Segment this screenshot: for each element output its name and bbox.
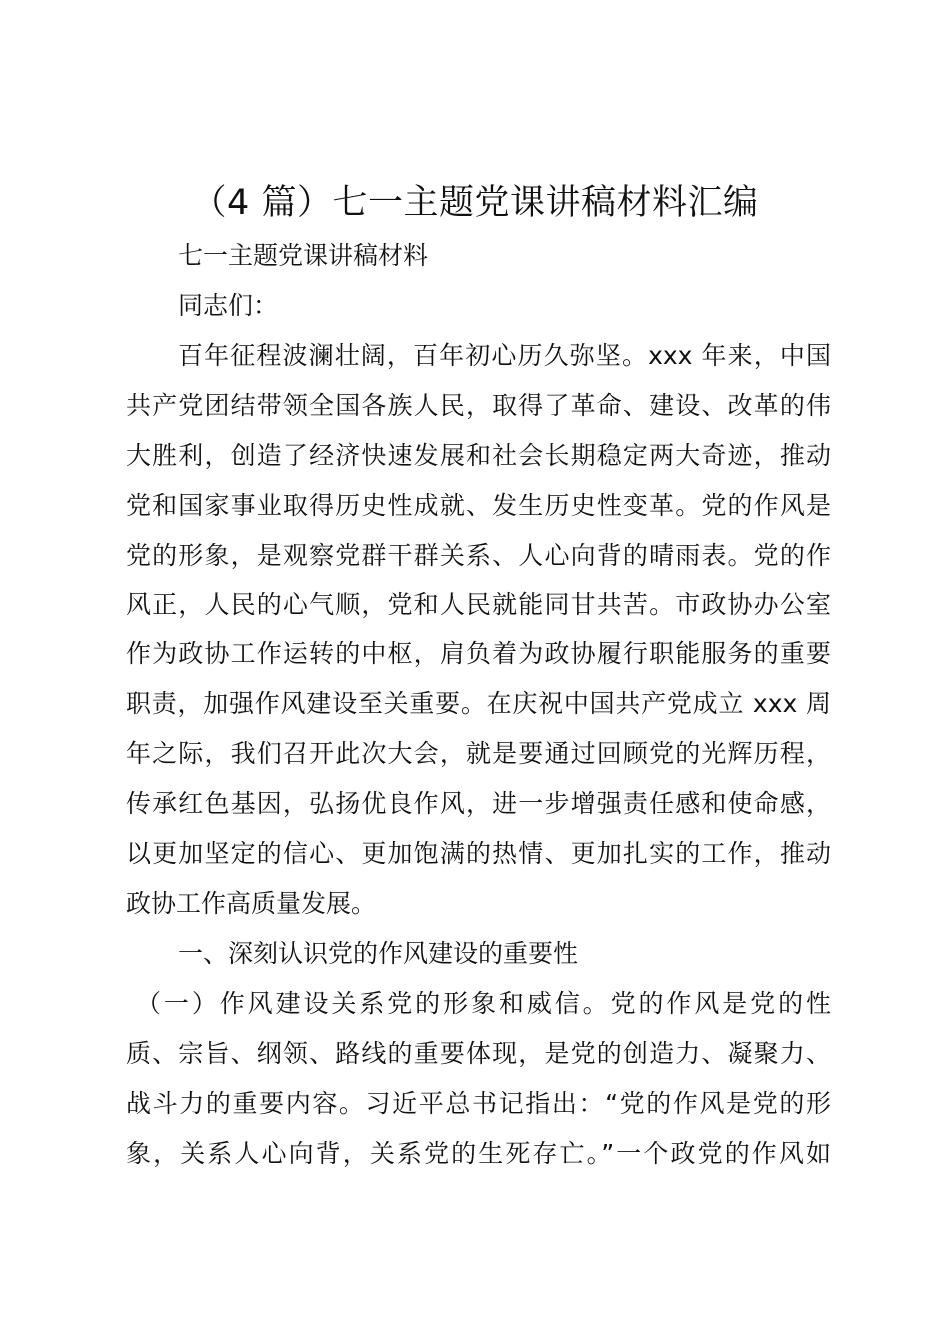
- paragraph-line: 作为政协工作运转的中枢，肩负着为政协履行职能服务的重要: [126, 639, 831, 668]
- document-title: （4 篇）七一主题党课讲稿材料汇编: [191, 183, 759, 223]
- paragraph-line: （一）作风建设关系党的形象和威信。党的作风是党的性: [136, 989, 831, 1018]
- paragraph-line: 大胜利，创造了经济快速发展和社会长期稳定两大奇迹，推动: [126, 441, 831, 470]
- paragraph-line: 政协工作高质量发展。: [126, 889, 377, 918]
- section-heading: 一、深刻认识党的作风建设的重要性: [178, 939, 579, 968]
- paragraph-line: 以更加坚定的信心、更加饱满的热情、更加扎实的工作，推动: [126, 839, 831, 868]
- paragraph-line: 质、宗旨、纲领、路线的重要体现，是党的创造力、凝聚力、: [126, 1039, 831, 1068]
- paragraph-line: 党和国家事业取得历史性成就、发生历史性变革。党的作风是: [126, 491, 831, 520]
- paragraph-line: 百年征程波澜壮阔，百年初心历久弥坚。xxx 年来，中国: [178, 341, 831, 370]
- paragraph-line: 党的形象，是观察党群干群关系、人心向背的晴雨表。党的作: [126, 541, 831, 570]
- paragraph-line: 风正，人民的心气顺，党和人民就能同甘共苦。市政协办公室: [126, 590, 831, 619]
- document-subtitle: 七一主题党课讲稿材料: [178, 241, 429, 270]
- paragraph-line: 共产党团结带领全国各族人民，取得了革命、建设、改革的伟: [126, 391, 831, 420]
- paragraph-line: 战斗力的重要内容。习近平总书记指出：“党的作风是党的形: [126, 1089, 831, 1118]
- paragraph-line: 传承红色基因，弘扬优良作风，进一步增强责任感和使命感，: [126, 789, 831, 818]
- paragraph-line: 象，关系人心向背，关系党的生死存亡。”一个政党的作风如: [126, 1139, 831, 1168]
- salutation: 同志们：: [178, 291, 279, 320]
- paragraph-line: 年之际，我们召开此次大会，就是要通过回顾党的光辉历程，: [126, 739, 831, 768]
- paragraph-line: 职责，加强作风建设至关重要。在庆祝中国共产党成立 xxx 周: [126, 689, 831, 718]
